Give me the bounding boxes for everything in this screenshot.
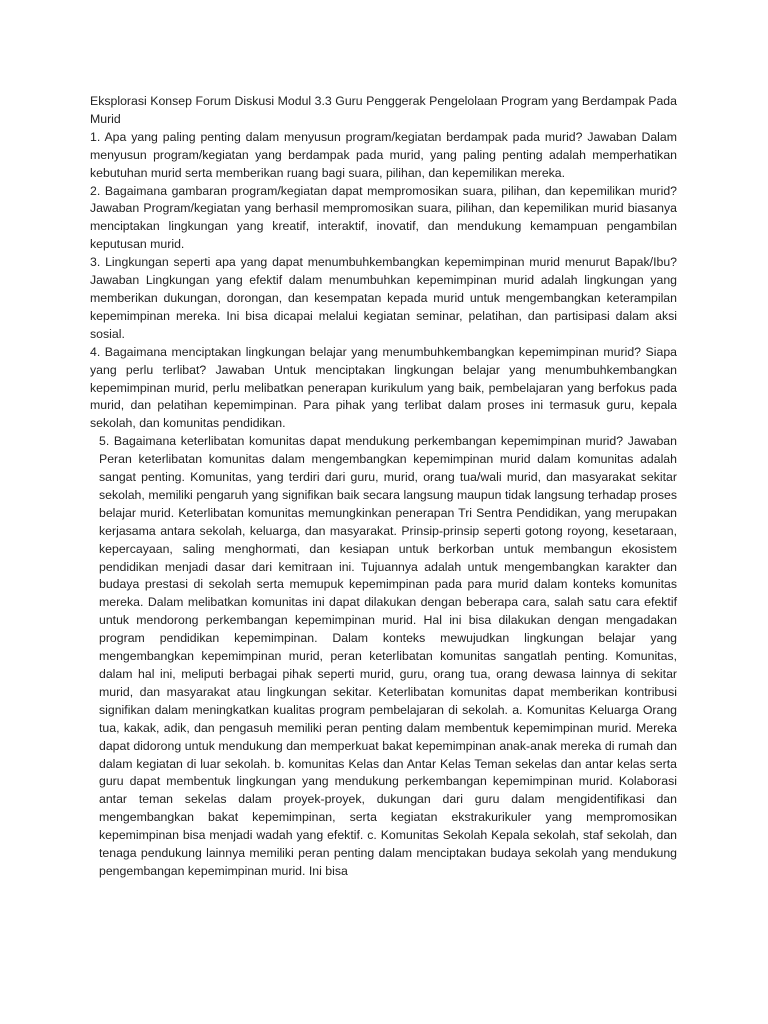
paragraph-question-1: 1. Apa yang paling penting dalam menyusun program/kegiatan berdampak pada murid? Jawaban Dalam menyusun program/kegiatan yang berdampak pada murid, yang paling penting adalah memperhatikan kebutuhan murid serta memberikan ruang bagi suara, pilihan, dan kepemilikan mereka.	[90, 129, 677, 180]
paragraph-question-3: 3. Lingkungan seperti apa yang dapat menumbuhkembangkan kepemimpinan murid menurut Bapak/Ibu? Jawaban Lingkungan yang efektif dalam menumbuhkan kepemimpinan murid adalah lingkungan yang memberikan dukungan, dorongan, dan kesempatan kepada murid untuk mengembangkan keterampilan kepemimpinan mereka. Ini bisa dicapai melalui kegiatan seminar, pelatihan, dan partisipasi dalam aksi sosial.	[90, 255, 677, 341]
paragraph-question-2: 2. Bagaimana gambaran program/kegiatan dapat mempromosikan suara, pilihan, dan kepemilikan murid? Jawaban Program/kegiatan yang berhasil mempromosikan suara, pilihan, dan kepemilikan murid biasanya menciptakan lingkungan yang kreatif, interaktif, inovatif, dan mendukung kemampuan pengambilan keputusan murid.	[90, 183, 677, 252]
document-page	[90, 93, 677, 881]
paragraph-question-4: 4. Bagaimana menciptakan lingkungan belajar yang menumbuhkembangkan kepemimpinan murid? Siapa yang perlu terlibat? Jawaban Untuk menciptakan lingkungan belajar yang menumbuhkembangkan kepemimpinan murid, perlu melibatkan penerapan kurikulum yang baik, pembelajaran yang berfokus pada murid, dan pelatihan kepemimpinan. Para pihak yang terlibat dalam proses ini termasuk guru, kepala sekolah, dan komunitas pendidikan.	[90, 344, 677, 431]
document-title: Eksplorasi Konsep Forum Diskusi Modul 3.3 Guru Penggerak Pengelolaan Program yang Berdampak Pada Murid	[90, 94, 677, 126]
paragraph-question-5: 5. Bagaimana keterlibatan komunitas dapat mendukung perkembangan kepemimpinan murid? Jawaban Peran keterlibatan komunitas dalam mengembangkan kepemimpinan murid dalam komunitas adalah sangat penting. Komunitas, yang terdiri dari guru, murid, orang tua/wali murid, dan masyarakat sekitar sekolah, memiliki pengaruh yang signifikan baik secara langsung maupun tidak langsung terhadap proses belajar murid. Keterlibatan komunitas memungkinkan penerapan Tri Sentra Pendidikan, yang merupakan kerjasama antara sekolah, keluarga, dan masyarakat. Prinsip-prinsip seperti gotong royong, kesetaraan, kepercayaan, saling menghormati, dan kesiapan untuk berkorban untuk membangun ekosistem pendidikan menjadi dasar dari kemitraan ini. Tujuannya adalah untuk mengembangkan karakter dan budaya prestasi di sekolah serta memupuk kepemimpinan pada para murid dalam konteks komunitas mereka. Dalam melibatkan komunitas ini dapat dilakukan dengan beberapa cara, salah satu cara efektif untuk mendorong perkembangan kepemimpinan murid. Hal ini bisa dilakukan dengan mengadakan program pendidikan kepemimpinan. Dalam konteks mewujudkan lingkungan belajar yang mengembangkan kepemimpinan murid, peran keterlibatan komunitas sangatlah penting. Komunitas, dalam hal ini, meliputi berbagai pihak seperti murid, guru, orang tua, orang dewasa lainnya di sekitar murid, dan masyarakat atau lingkungan sekitar. Keterlibatan komunitas dapat memberikan kontribusi signifikan dalam meningkatkan kualitas program pembelajaran di sekolah. a. Komunitas Keluarga Orang tua, kakak, adik, dan pengasuh memiliki peran penting dalam membentuk kepemimpinan murid. Mereka dapat didorong untuk mendukung dan memperkuat bakat kepemimpinan anak-anak mereka di rumah dan dalam kegiatan di luar sekolah. b. komunitas Kelas dan Antar Kelas Teman sekelas dan antar kelas serta guru dapat membentuk lingkungan yang mendukung perkembangan kepemimpinan murid. Kolaborasi antar teman sekelas dalam proyek-proyek, dukungan dari guru dalam mengidentifikasi dan mengembangkan bakat kepemimpinan, serta kegiatan ekstrakurikuler yang mempromosikan kepemimpinan bisa menjadi wadah yang efektif. c. Komunitas Sekolah Kepala sekolah, staf sekolah, dan tenaga pendukung lainnya memiliki peran penting dalam menciptakan budaya sekolah yang mendukung pengembangan kepemimpinan murid. Ini bisa	[99, 434, 677, 878]
